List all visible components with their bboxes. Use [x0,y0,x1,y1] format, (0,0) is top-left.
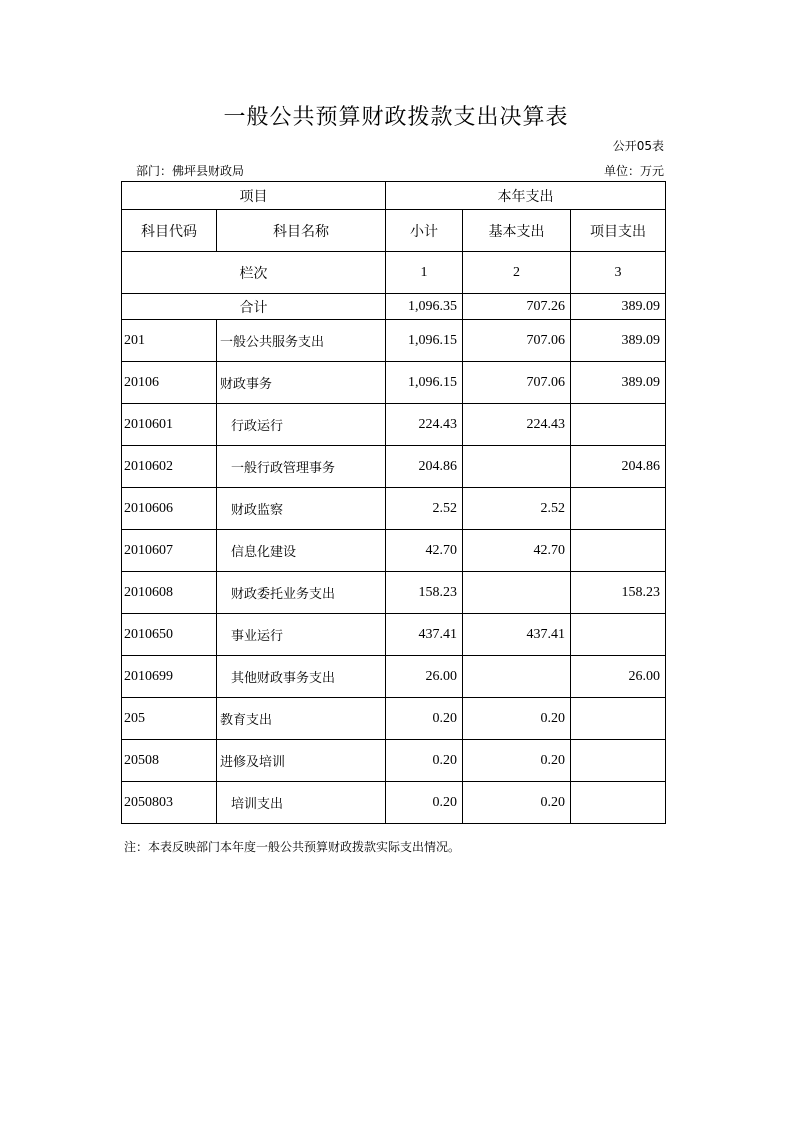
column-number-3: 3 [571,252,666,294]
row-project [571,740,666,782]
row-basic: 0.20 [463,782,571,824]
table-row [122,572,666,614]
row-project: 204.86 [571,446,666,488]
table-row [122,404,666,446]
row-name: 财政监察 [217,488,386,530]
row-code: 20106 [122,362,217,404]
table-row [122,446,666,488]
table-row [122,320,666,362]
row-name: 教育支出 [217,698,386,740]
row-project [571,530,666,572]
header-project-expense: 项目支出 [571,210,666,252]
row-basic [463,446,571,488]
row-code: 201 [122,320,217,362]
table-row [122,488,666,530]
row-name: 其他财政事务支出 [217,656,386,698]
row-basic: 707.06 [463,320,571,362]
header-row-2 [122,210,666,252]
header-code: 科目代码 [122,210,217,252]
header-project: 项目 [122,182,386,210]
department-label: 部门：佛坪县财政局 [136,164,245,178]
row-subtotal: 0.20 [386,698,463,740]
table-row [122,782,666,824]
row-basic: 224.43 [463,404,571,446]
row-subtotal: 224.43 [386,404,463,446]
column-number-1: 1 [386,252,463,294]
header-subtotal: 小计 [386,210,463,252]
header-row-1 [122,182,666,210]
table-row [122,530,666,572]
total-label: 合计 [122,294,386,320]
row-basic: 707.06 [463,362,571,404]
row-project: 158.23 [571,572,666,614]
row-code: 2010607 [122,530,217,572]
row-subtotal: 437.41 [386,614,463,656]
table-row [122,362,666,404]
table-row [122,698,666,740]
row-subtotal: 2.52 [386,488,463,530]
row-project [571,404,666,446]
row-code: 2010650 [122,614,217,656]
row-basic: 0.20 [463,740,571,782]
row-basic [463,572,571,614]
row-project: 389.09 [571,362,666,404]
page-title: 一般公共预算财政拨款支出决算表 [223,105,569,130]
total-subtotal: 1,096.35 [386,294,463,320]
row-name: 信息化建设 [217,530,386,572]
total-row [122,294,666,320]
row-name: 事业运行 [217,614,386,656]
row-name: 进修及培训 [217,740,386,782]
row-basic: 437.41 [463,614,571,656]
column-order-row [122,252,666,294]
table-row [122,740,666,782]
row-subtotal: 0.20 [386,782,463,824]
row-subtotal: 1,096.15 [386,320,463,362]
row-subtotal: 42.70 [386,530,463,572]
row-project [571,488,666,530]
row-code: 205 [122,698,217,740]
row-basic [463,656,571,698]
table-row [122,614,666,656]
header-name: 科目名称 [217,210,386,252]
row-subtotal: 0.20 [386,740,463,782]
row-project: 389.09 [571,320,666,362]
row-subtotal: 158.23 [386,572,463,614]
row-name: 财政事务 [217,362,386,404]
header-this-year-expense: 本年支出 [386,182,666,210]
row-subtotal: 204.86 [386,446,463,488]
form-number: 公开05表 [612,139,664,153]
row-project: 26.00 [571,656,666,698]
row-name: 行政运行 [217,404,386,446]
row-basic: 42.70 [463,530,571,572]
column-number-2: 2 [463,252,571,294]
row-code: 2050803 [122,782,217,824]
table-row [122,656,666,698]
total-project: 389.09 [571,294,666,320]
footnote: 注：本表反映部门本年度一般公共预算财政拨款实际支出情况。 [124,840,461,854]
row-name: 培训支出 [217,782,386,824]
row-code: 2010606 [122,488,217,530]
row-code: 2010699 [122,656,217,698]
row-name: 一般公共服务支出 [217,320,386,362]
row-name: 一般行政管理事务 [217,446,386,488]
expenditure-table [121,181,666,824]
row-basic: 0.20 [463,698,571,740]
row-subtotal: 1,096.15 [386,362,463,404]
row-name: 财政委托业务支出 [217,572,386,614]
row-code: 2010602 [122,446,217,488]
row-code: 2010601 [122,404,217,446]
row-project [571,614,666,656]
row-code: 20508 [122,740,217,782]
row-subtotal: 26.00 [386,656,463,698]
total-basic: 707.26 [463,294,571,320]
row-basic: 2.52 [463,488,571,530]
column-order-label: 栏次 [122,252,386,294]
unit-label: 单位：万元 [603,164,664,178]
row-project [571,782,666,824]
row-code: 2010608 [122,572,217,614]
row-project [571,698,666,740]
header-basic: 基本支出 [463,210,571,252]
